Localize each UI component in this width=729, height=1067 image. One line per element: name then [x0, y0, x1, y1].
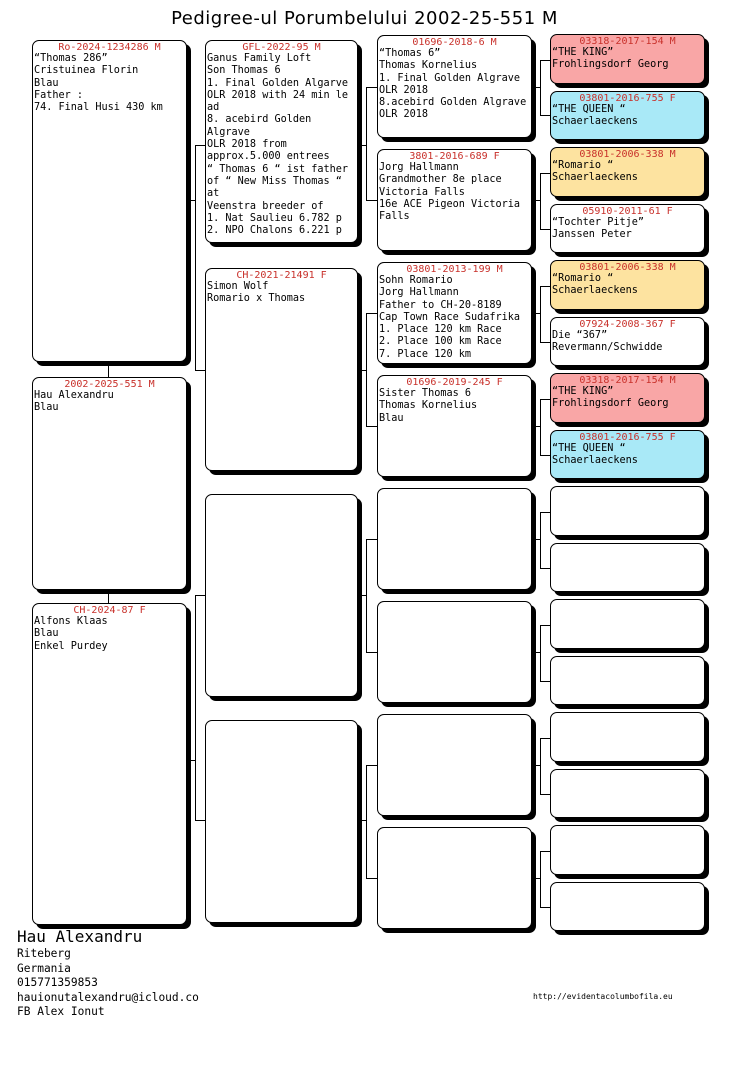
connector-line — [366, 200, 377, 201]
dam-dam-sire-box[interactable] — [377, 714, 532, 816]
connector-line — [366, 878, 377, 879]
owner-name: Hau Alexandru — [17, 927, 143, 946]
connector-line — [366, 426, 377, 427]
connector-line — [366, 87, 377, 88]
pigeon-info: Sohn Romario Jorg Hallmann Father to CH-20-8189 Cap Town Race Sudafrika 1. Place 120 km Race 2. Place 100 km Race 7. Place 120 km — [379, 275, 521, 360]
connector-line — [540, 173, 541, 229]
connector-line — [540, 512, 550, 513]
connector-line — [540, 738, 541, 794]
great-grandparent-box-13[interactable] — [550, 712, 705, 762]
owner-facebook: FB Alex Ionut — [17, 1005, 105, 1018]
connector-line — [540, 286, 550, 287]
website-link[interactable]: http://evidentacolumbofila.eu — [533, 992, 673, 1001]
ring-number: 03318-2017-154 M — [579, 36, 676, 47]
owner-email: hauionutalexandru@icloud.co — [17, 991, 199, 1004]
great-grandparent-box-3[interactable] — [550, 147, 705, 197]
pigeon-info: “THE KING” Frohlingsdorf Georg — [552, 47, 669, 71]
connector-line — [366, 652, 377, 653]
connector-line — [108, 362, 109, 378]
connector-line — [540, 907, 550, 908]
ring-number: 03318-2017-154 M — [579, 375, 676, 386]
pigeon-info: Hau Alexandru Blau — [34, 390, 114, 414]
connector-line — [540, 60, 550, 61]
connector-line — [195, 145, 205, 146]
pigeon-info: Sister Thomas 6 Thomas Kornelius Blau — [379, 388, 478, 424]
sire-dam-dam-box[interactable] — [377, 375, 532, 477]
owner-city: Riteberg — [17, 947, 71, 960]
great-grandparent-box-10[interactable] — [550, 543, 705, 592]
ring-number: CH-2024-87 F — [73, 605, 146, 616]
connector-line — [540, 286, 541, 342]
sire-sire-sire-box[interactable] — [377, 35, 532, 138]
connector-line — [540, 455, 550, 456]
ring-number: 05910-2011-61 F — [582, 206, 673, 217]
connector-line — [540, 625, 541, 681]
pigeon-info: “THE KING” Frohlingsdorf Georg — [552, 386, 669, 410]
dam-dam-box[interactable] — [205, 720, 358, 923]
pigeon-info: “Thomas 6” Thomas Kornelius 1. Final Golden Algrave OLR 2018 8.acebird Golden Algrave OLR 2018 — [379, 48, 527, 121]
connector-line — [366, 313, 367, 426]
pigeon-info: “Tochter Pitje” Janssen Peter — [552, 217, 645, 241]
connector-line — [540, 512, 541, 568]
connector-line — [195, 370, 205, 371]
ring-number: 03801-2016-755 F — [579, 93, 676, 104]
great-grandparent-box-11[interactable] — [550, 599, 705, 649]
connector-line — [195, 595, 205, 596]
dam-box[interactable] — [32, 603, 187, 925]
sire-sire-dam-box[interactable] — [377, 149, 532, 251]
ring-number: 01696-2019-245 F — [406, 377, 503, 388]
connector-line — [366, 765, 367, 878]
pigeon-info: Simon Wolf Romario x Thomas — [207, 281, 306, 305]
great-grandparent-box-9[interactable] — [550, 486, 705, 536]
great-grandparent-box-16[interactable] — [550, 882, 705, 931]
dam-sire-dam-box[interactable] — [377, 601, 532, 703]
subject-box[interactable] — [32, 377, 187, 590]
connector-line — [540, 681, 550, 682]
great-grandparent-box-14[interactable] — [550, 769, 705, 818]
connector-line — [540, 851, 541, 907]
connector-line — [195, 595, 196, 821]
sire-dam-sire-box[interactable] — [377, 262, 532, 364]
connector-line — [195, 820, 205, 821]
dam-sire-sire-box[interactable] — [377, 488, 532, 590]
connector-line — [195, 145, 196, 371]
owner-country: Germania — [17, 962, 71, 975]
great-grandparent-box-6[interactable] — [550, 317, 705, 366]
ring-number: 03801-2006-338 M — [579, 262, 676, 273]
pigeon-info: “Thomas 286” Cristuinea Florin Blau Father : 74. Final Husi 430 km — [34, 53, 163, 114]
ring-number: CH-2021-21491 F — [236, 270, 327, 281]
pigeon-info: Ganus Family Loft Son Thomas 6 1. Final Golden Algarve OLR 2018 with 24 min le ad 8. acebird Golden Algrave OLR 2018 from approx.5.000 entrees “ Thomas 6 “ ist father of “ New Miss Thomas “ at Veenstra breeder of 1. Nat Saulieu 6.782 p 2. NPO Chalons 6.221 p — [207, 53, 349, 237]
great-grandparent-box-5[interactable] — [550, 260, 705, 310]
pigeon-info: “Romario “ Schaerlaeckens — [552, 160, 638, 184]
great-grandparent-box-4[interactable] — [550, 204, 705, 253]
connector-line — [540, 851, 550, 852]
pigeon-info: “THE QUEEN “ Schaerlaeckens — [552, 443, 638, 467]
pigeon-info: Jorg Hallmann Grandmother 8e place Victoria Falls 16e ACE Pigeon Victoria Falls — [379, 162, 521, 223]
ring-number: 03801-2016-755 F — [579, 432, 676, 443]
dam-sire-box[interactable] — [205, 494, 358, 697]
great-grandparent-box-15[interactable] — [550, 825, 705, 875]
pigeon-info: Alfons Klaas Blau Enkel Purdey — [34, 616, 108, 652]
great-grandparent-box-1[interactable] — [550, 34, 705, 84]
pigeon-info: “THE QUEEN “ Schaerlaeckens — [552, 104, 638, 128]
connector-line — [540, 342, 550, 343]
connector-line — [540, 568, 550, 569]
great-grandparent-box-12[interactable] — [550, 656, 705, 705]
ring-number: 07924-2008-367 F — [579, 319, 676, 330]
connector-line — [366, 87, 367, 200]
connector-line — [540, 794, 550, 795]
pigeon-info: “Romario “ Schaerlaeckens — [552, 273, 638, 297]
connector-line — [540, 738, 550, 739]
dam-dam-dam-box[interactable] — [377, 827, 532, 929]
connector-line — [540, 229, 550, 230]
pigeon-info: Die “367” Revermann/Schwidde — [552, 330, 663, 354]
sire-dam-box[interactable] — [205, 268, 358, 471]
sire-box[interactable] — [32, 40, 187, 362]
connector-line — [366, 313, 377, 314]
ring-number: Ro-2024-1234286 M — [58, 42, 161, 53]
sire-sire-box[interactable] — [205, 40, 358, 243]
page-title: Pedigree-ul Porumbelului 2002-25-551 M — [171, 8, 558, 29]
connector-line — [540, 115, 550, 116]
great-grandparent-box-2[interactable] — [550, 91, 705, 140]
ring-number: 3801-2016-689 F — [409, 151, 500, 162]
great-grandparent-box-8[interactable] — [550, 430, 705, 479]
connector-line — [540, 173, 550, 174]
ring-number: 03801-2006-338 M — [579, 149, 676, 160]
connector-line — [540, 60, 541, 115]
connector-line — [366, 765, 377, 766]
ring-number: 01696-2018-6 M — [412, 37, 497, 48]
ring-number: 03801-2013-199 M — [406, 264, 503, 275]
connector-line — [366, 539, 367, 652]
owner-phone: 015771359853 — [17, 976, 98, 989]
great-grandparent-box-7[interactable] — [550, 373, 705, 423]
connector-line — [540, 399, 541, 455]
connector-line — [540, 625, 550, 626]
connector-line — [540, 399, 550, 400]
ring-number: 2002-2025-551 M — [64, 379, 155, 390]
ring-number: GFL-2022-95 M — [242, 42, 321, 53]
connector-line — [366, 539, 377, 540]
